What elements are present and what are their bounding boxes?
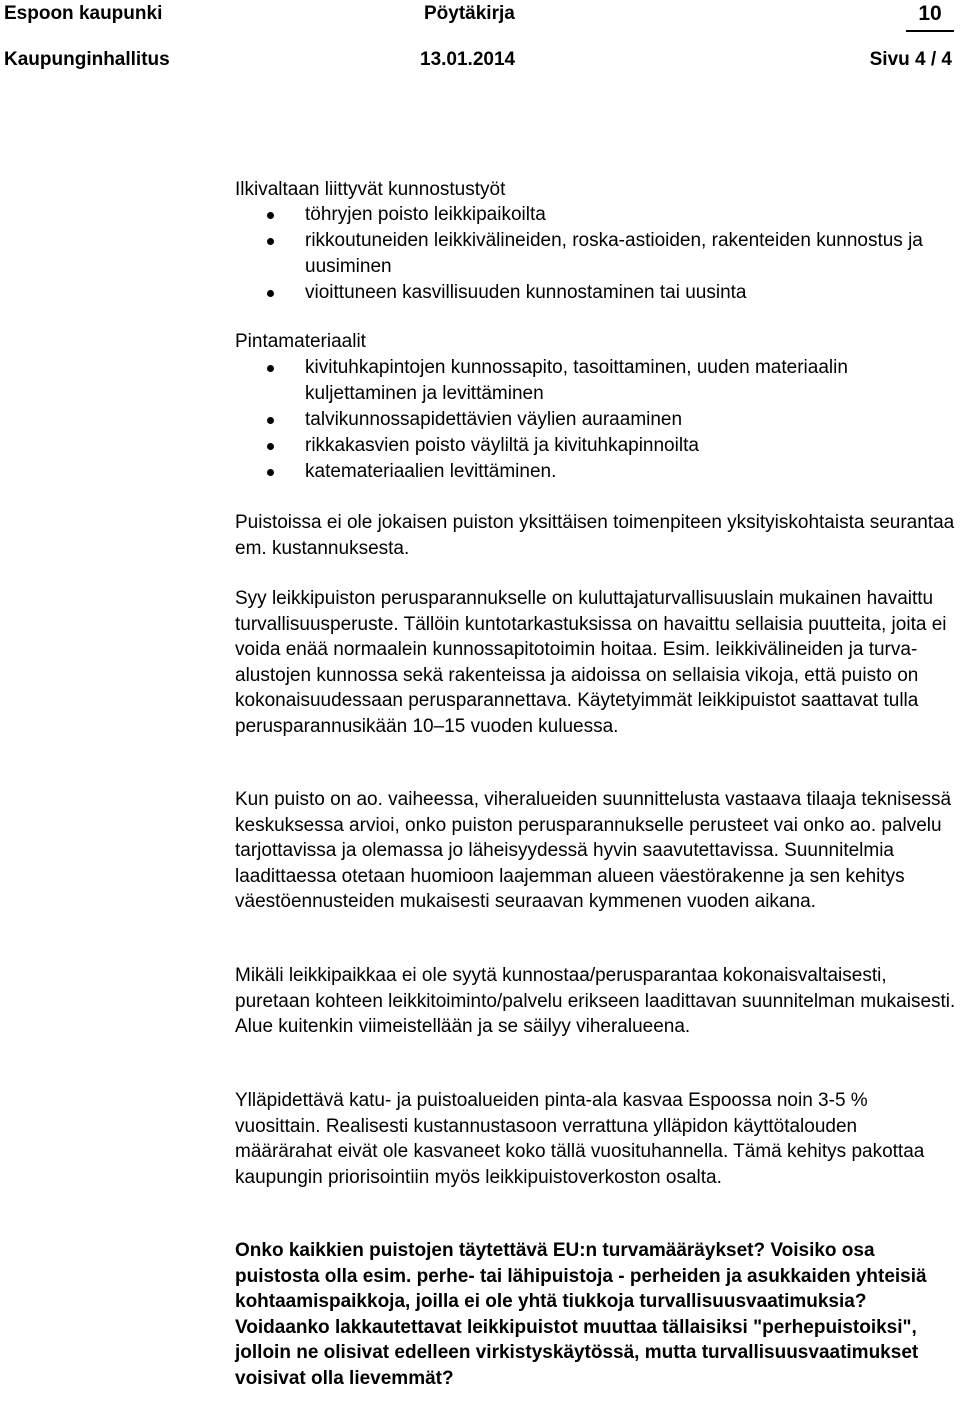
document-type: Pöytäkirja <box>424 3 515 24</box>
paragraph: Puistoissa ei ole jokaisen puiston yksittäisen toimenpiteen yksityiskohtaista seurantaa em. kustannuksesta. <box>235 512 955 559</box>
page-number: 10 <box>918 2 942 25</box>
paragraph: Kun puisto on ao. vaiheessa, viheralueiden suunnittelusta vastaava tilaaja teknisessä keskuksessa arvioi, onko puiston perusparannukselle perusteet vai onko ao. palvelu tarjottavissa ja olemassa jo läheisyydessä hyvin saavutettavissa. Suunnitelmia laadittaessa otetaan huomioon laajemman alueen väestörakenne ja sen kehitys väestöennusteiden mukaisesti seuraavan kymmenen vuoden aikana. <box>235 789 952 912</box>
bullet-icon <box>267 469 274 476</box>
bullet-icon <box>267 365 274 372</box>
list-item: talvikunnossapidettävien väylien auraaminen <box>305 407 955 433</box>
bullet-icon <box>267 443 274 450</box>
paragraph: Ylläpidettävä katu- ja puistoalueiden pinta-ala kasvaa Espoossa noin 3-5 % vuosittain. Realisesti kustannustasoon verrattuna ylläpidon käyttötalouden määrärahat eivät ole kasvaneet koko tällä vuosituhannella. Tämä kehitys pakottaa kaupungin priorisointiin myös leikkipuistoverkoston osalta. <box>235 1090 925 1188</box>
bullet-icon <box>267 212 274 219</box>
bullet-icon <box>267 238 274 245</box>
paragraph: Mikäli leikkipaikkaa ei ole syytä kunnostaa/perusparantaa kokonaisvaltaisesti, puretaan kohteen leikkitoiminto/palvelu erikseen laadittavan suunnitelman mukaisesti. Alue kuitenkin viimeistellään ja se säilyy viheralueena. <box>235 965 956 1037</box>
paragraph: Syy leikkipuiston perusparannukselle on kuluttajaturvallisuuslain mukainen havaittu turvallisuusperuste. Tällöin kuntotarkastuksissa on havaittu sellaisia puutteita, joita ei voida enää normaalein kunnossapitotoimin hoitaa. Esim. leikkivälineiden ja turva-alustojen kunnossa sekä rakenteissa ja aidoissa on sellaisia vikoja, että puisto on kokonaisuudessaan perusparannettava. Käytetyimmät leikkipuistot saattavat tulla perusparannusikään 10–15 vuoden kuluessa. <box>235 588 947 737</box>
org-name: Espoon kaupunki <box>4 3 163 24</box>
bullet-icon <box>267 290 274 297</box>
question-paragraph: Onko kaikkien puistojen täytettävä EU:n turvamääräykset? Voisiko osa puistosta olla esim. perhe- tai lähipuistoja - perheiden ja asukkaiden yhteisiä kohtaamispaikkoja, joilla ei ole yhtä tiukkoja turvallisuusvaatimuksia? Voidaanko lakkautettavat leikkipuistot muuttaa tällaisiksi "perhepuistoiksi", jolloin ne olisivat edelleen virkistyskäytössä, mutta turvallisuusvaatimukset voisivat olla lievemmät? <box>235 1240 927 1389</box>
section-heading: Ilkivaltaan liittyvät kunnostustyöt <box>235 179 506 200</box>
bullet-icon <box>267 417 274 424</box>
meeting-date: 13.01.2014 <box>420 49 516 70</box>
section-heading: Pintamateriaalit <box>235 331 366 352</box>
list-item: katemateriaalien levittäminen. <box>305 459 955 485</box>
committee-name: Kaupunginhallitus <box>4 49 174 71</box>
list-item: vioittuneen kasvillisuuden kunnostaminen tai uusinta <box>305 280 955 306</box>
list-item: rikkoutuneiden leikkivälineiden, roska-astioiden, rakenteiden kunnostus ja uusiminen <box>305 228 955 279</box>
list-item: töhryjen poisto leikkipaikoilta <box>305 202 955 228</box>
list-item: kivituhkapintojen kunnossapito, tasoittaminen, uuden materiaalin kuljettaminen ja levittäminen <box>305 355 955 406</box>
page-number-underline <box>906 30 954 32</box>
list-item: rikkakasvien poisto väyliltä ja kivituhkapinnoilta <box>305 433 955 459</box>
page-of: Sivu 4 / 4 <box>869 49 952 70</box>
